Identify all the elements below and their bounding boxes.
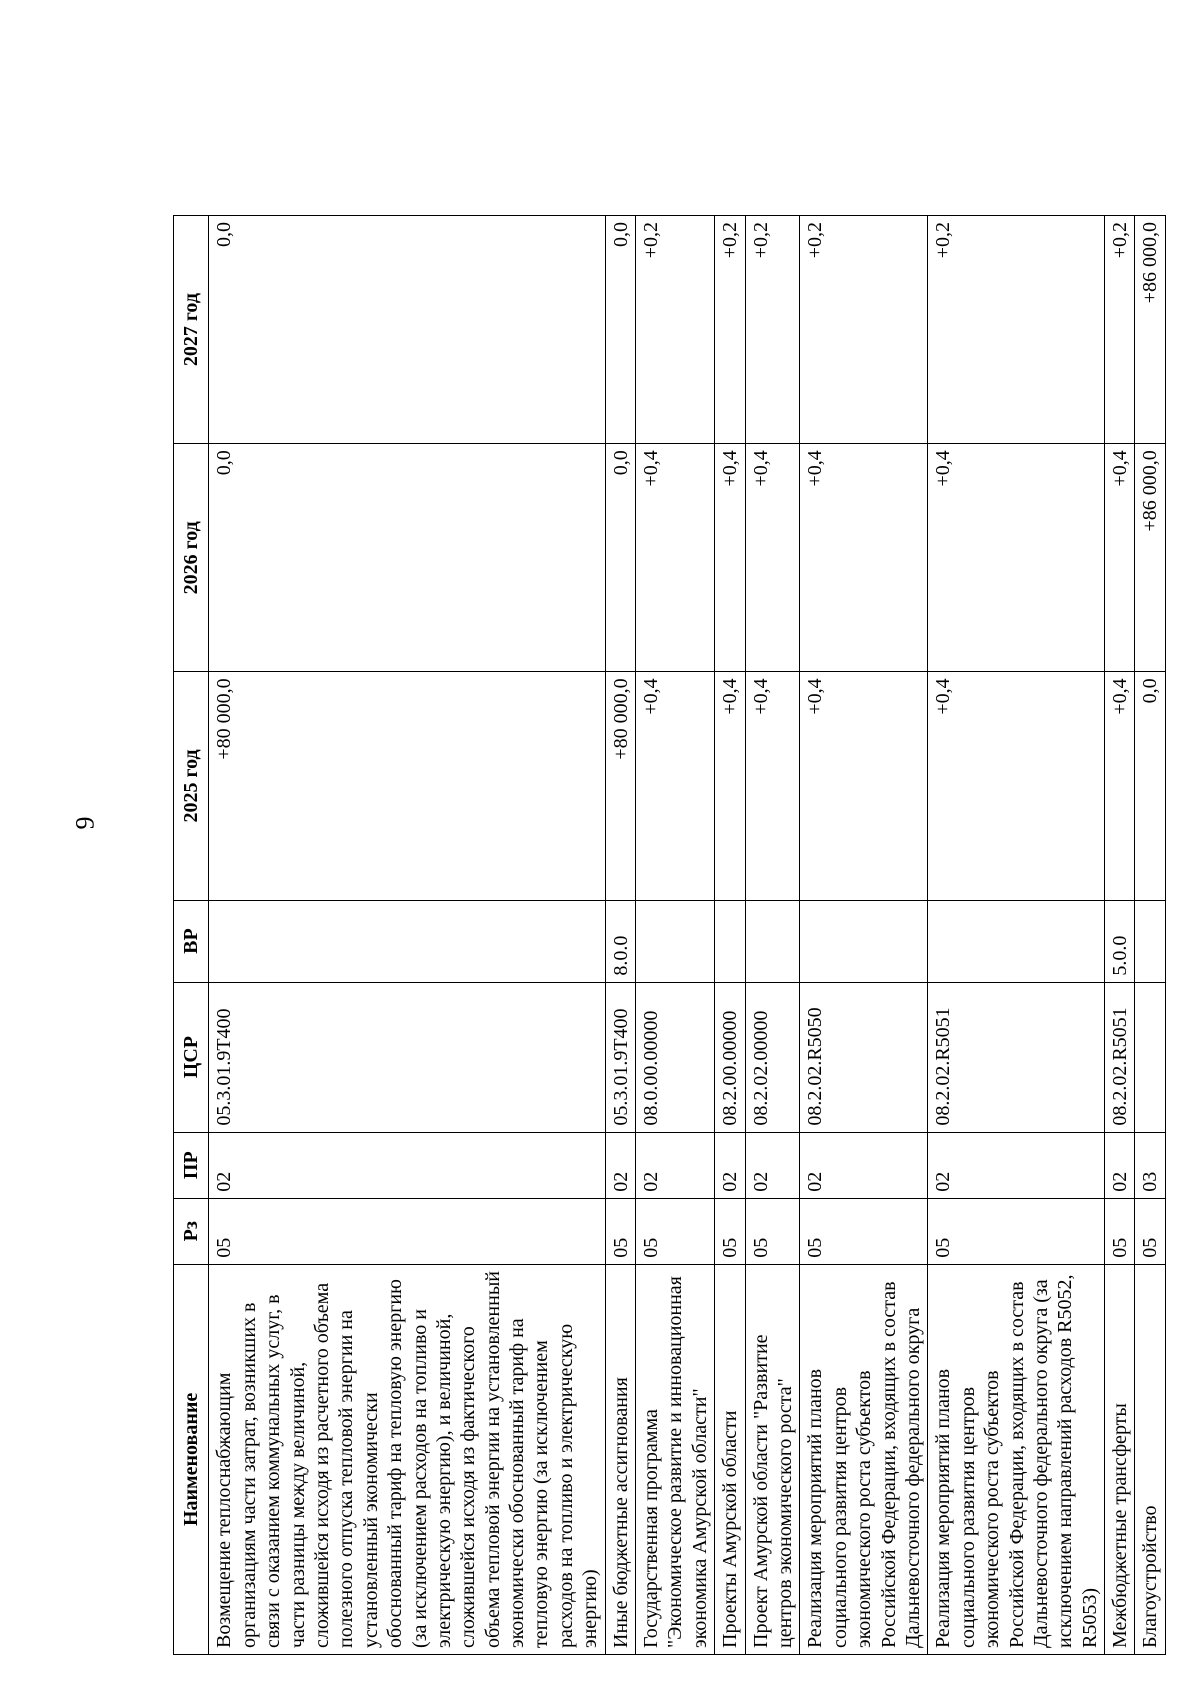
- cell-vr: [928, 900, 1105, 982]
- cell-name: Благоустройство: [1135, 1264, 1165, 1654]
- cell-pr: 02: [209, 1132, 605, 1198]
- cell-2025: +0,4: [928, 672, 1105, 900]
- cell-2027: +0,2: [928, 216, 1105, 444]
- page-number: 9: [70, 816, 100, 830]
- cell-csr: 08.2.02.R5051: [928, 982, 1105, 1132]
- cell-2025: +0,4: [745, 672, 800, 900]
- header-csr: ЦСР: [174, 982, 209, 1132]
- cell-rz: 05: [800, 1198, 928, 1264]
- header-name: Наименование: [174, 1264, 209, 1654]
- cell-pr: 02: [928, 1132, 1105, 1198]
- cell-csr: 08.2.00.00000: [715, 982, 745, 1132]
- table-row: [928, 216, 1105, 1655]
- cell-vr: 8.0.0: [605, 900, 635, 982]
- cell-csr: 08.2.02.R5051: [1105, 982, 1135, 1132]
- cell-2025: +0,4: [636, 672, 715, 900]
- cell-name: Реализация мероприятий планов социального развития центров экономического роста субъектов Российской Федерации, входящих в состав Дальневосточного федерального округа: [800, 1264, 928, 1654]
- table-row: [636, 216, 715, 1655]
- table-header-row: [174, 216, 209, 1655]
- cell-2025: +0,4: [1105, 672, 1135, 900]
- cell-csr: 08.2.02.00000: [745, 982, 800, 1132]
- cell-2027: +86 000,0: [1135, 216, 1165, 444]
- cell-rz: 05: [209, 1198, 605, 1264]
- cell-name: Реализация мероприятий планов социального развития центров экономического роста субъектов Российской Федерации, входящих в состав Дальневосточного федерального округа (за исключением направлений расходов R5052, R5053): [928, 1264, 1105, 1654]
- cell-2027: +0,2: [715, 216, 745, 444]
- cell-rz: 05: [605, 1198, 635, 1264]
- cell-csr: 08.0.00.00000: [636, 982, 715, 1132]
- cell-pr: 03: [1135, 1132, 1165, 1198]
- cell-2025: +0,4: [800, 672, 928, 900]
- cell-2025: +80 000,0: [605, 672, 635, 900]
- cell-2025: +80 000,0: [209, 672, 605, 900]
- cell-2027: +0,2: [636, 216, 715, 444]
- header-2025: 2025 год: [174, 672, 209, 900]
- cell-pr: 02: [715, 1132, 745, 1198]
- table-row: [209, 216, 605, 1655]
- cell-2026: 0,0: [605, 444, 635, 672]
- cell-2025: +0,4: [715, 672, 745, 900]
- cell-pr: 02: [636, 1132, 715, 1198]
- cell-vr: [209, 900, 605, 982]
- cell-vr: [745, 900, 800, 982]
- cell-vr: [1135, 900, 1165, 982]
- cell-rz: 05: [745, 1198, 800, 1264]
- cell-2026: +86 000,0: [1135, 444, 1165, 672]
- table-row: [1135, 216, 1165, 1655]
- table-row: [1105, 216, 1135, 1655]
- cell-2027: +0,2: [800, 216, 928, 444]
- cell-name: Межбюджетные трансферты: [1105, 1264, 1135, 1654]
- budget-table-container: [173, 215, 1162, 1655]
- cell-2026: +0,4: [800, 444, 928, 672]
- cell-vr: [715, 900, 745, 982]
- table-row: [800, 216, 928, 1655]
- cell-rz: 05: [636, 1198, 715, 1264]
- cell-name: Государственная программа "Экономическое развитие и инновационная экономика Амурской области": [636, 1264, 715, 1654]
- header-rz: Рз: [174, 1198, 209, 1264]
- cell-csr: 05.3.01.9Т400: [605, 982, 635, 1132]
- table-row: [605, 216, 635, 1655]
- cell-2026: +0,4: [636, 444, 715, 672]
- cell-2026: +0,4: [745, 444, 800, 672]
- cell-2026: +0,4: [1105, 444, 1135, 672]
- cell-rz: 05: [715, 1198, 745, 1264]
- cell-2026: +0,4: [928, 444, 1105, 672]
- cell-rz: 05: [928, 1198, 1105, 1264]
- cell-name: Иные бюджетные ассигнования: [605, 1264, 635, 1654]
- cell-2026: +0,4: [715, 444, 745, 672]
- cell-rz: 05: [1105, 1198, 1135, 1264]
- cell-2027: +0,2: [1105, 216, 1135, 444]
- table-row: [715, 216, 745, 1655]
- table-row: [745, 216, 800, 1655]
- cell-name: Возмещение теплоснабжающим организациям части затрат, возникших в связи с оказанием коммунальных услуг, в части разницы между величиной, сложившейся исходя из расчетного объема полезного отпуска тепловой энергии на установленный экономически обоснованный тариф на тепловую энергию (за исключением расходов на топливо и электрическую энергию), и величиной, сложившейся исходя из фактического объема тепловой энергии на установленный экономически обоснованный тариф на тепловую энергию (за исключением расходов на топливо и электрическую энергию): [209, 1264, 605, 1654]
- cell-name: Проект Амурской области "Развитие центров экономического роста": [745, 1264, 800, 1654]
- cell-name: Проекты Амурской области: [715, 1264, 745, 1654]
- cell-2027: 0,0: [605, 216, 635, 444]
- cell-csr: 05.3.01.9Т400: [209, 982, 605, 1132]
- cell-vr: 5.0.0: [1105, 900, 1135, 982]
- cell-pr: 02: [605, 1132, 635, 1198]
- cell-2027: 0,0: [209, 216, 605, 444]
- cell-2026: 0,0: [209, 444, 605, 672]
- cell-vr: [636, 900, 715, 982]
- header-pr: ПР: [174, 1132, 209, 1198]
- cell-csr: 08.2.02.R5050: [800, 982, 928, 1132]
- cell-2027: +0,2: [745, 216, 800, 444]
- cell-rz: 05: [1135, 1198, 1165, 1264]
- cell-csr: [1135, 982, 1165, 1132]
- header-2027: 2027 год: [174, 216, 209, 444]
- budget-table: [173, 215, 1166, 1655]
- cell-pr: 02: [745, 1132, 800, 1198]
- cell-pr: 02: [1105, 1132, 1135, 1198]
- cell-vr: [800, 900, 928, 982]
- cell-2025: 0,0: [1135, 672, 1165, 900]
- header-2026: 2026 год: [174, 444, 209, 672]
- header-vr: ВР: [174, 900, 209, 982]
- cell-pr: 02: [800, 1132, 928, 1198]
